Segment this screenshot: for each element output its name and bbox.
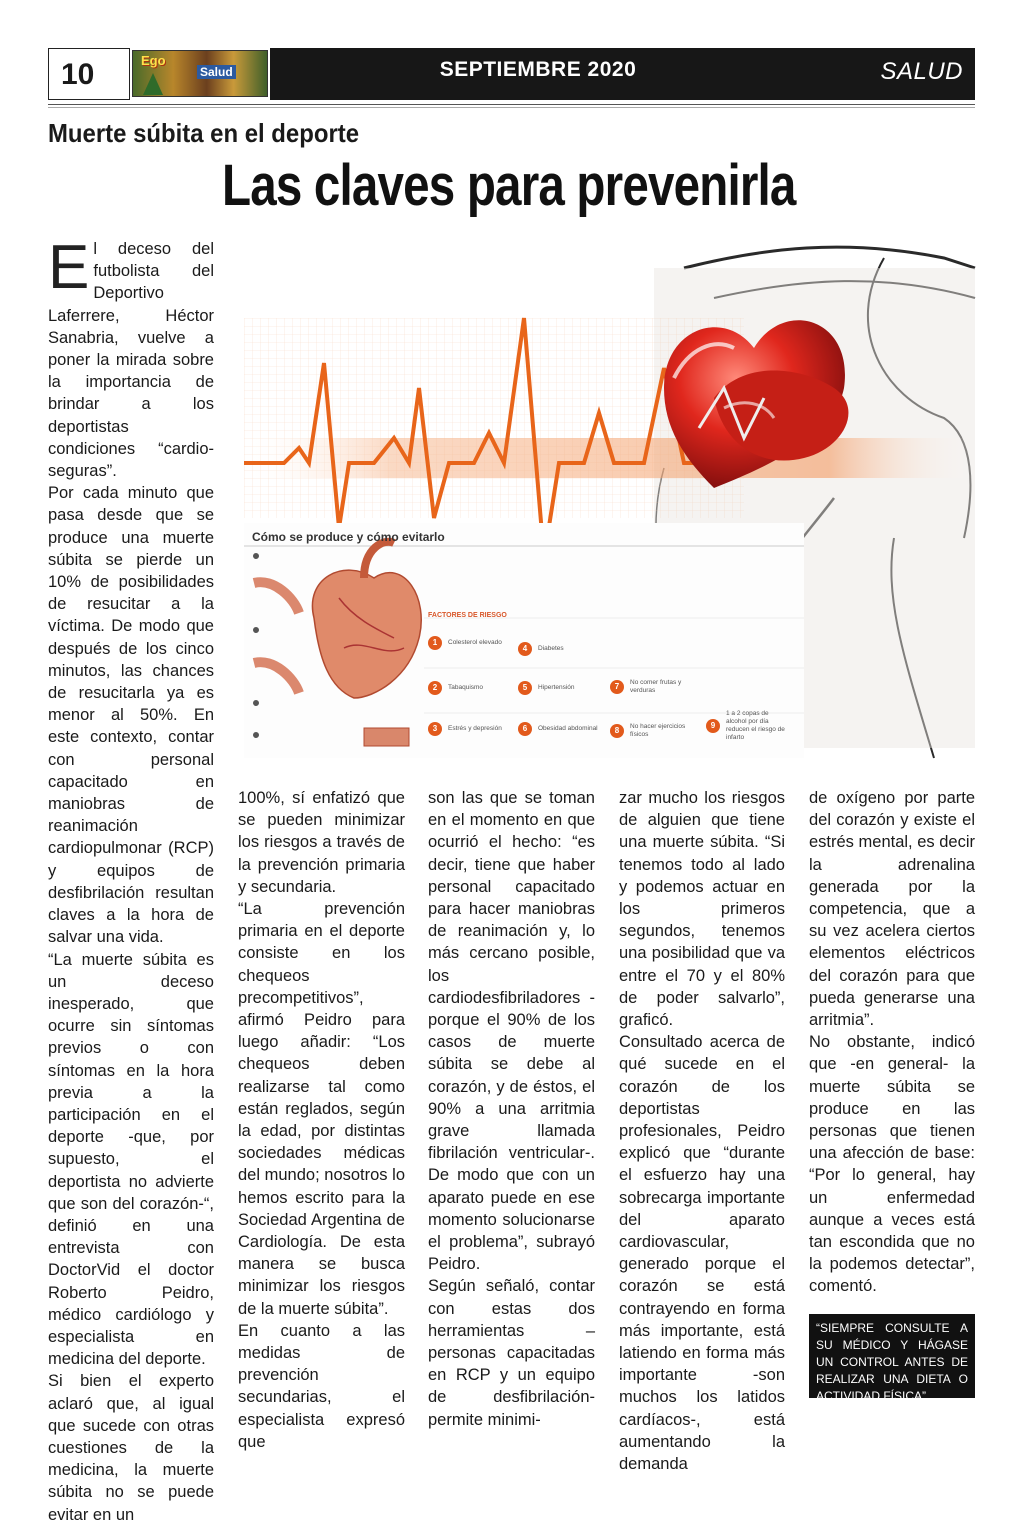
paragraph: Si bien el experto aclaró que, al igual que sucede con otras cuestiones de la medicina, la muerte súbita no se puede evitar en un <box>48 1372 214 1524</box>
risk-factor-item <box>706 710 786 742</box>
text-column-1 <box>48 233 214 1524</box>
text-column-5 <box>809 787 975 1296</box>
header-rule <box>48 104 975 108</box>
risk-label: 1 a 2 copas de alcohol por día reducen el riesgo de infarto <box>726 710 785 741</box>
publication-logo <box>132 50 268 97</box>
logo-text-ego: Ego <box>141 53 166 68</box>
paragraph: “La prevención primaria en el deporte consiste en los chequeos precompetitivos”, afirmó Peidro para luego añadir: “Los chequeos deben realizarse tal como están reglados, según la edad, por distintas sociedades médicas del mundo; nosotros lo hemos escrito para la Sociedad Argentina de Cardiología. De esta manera se busca minimizar los riesgos de la muerte súbita”. <box>238 900 405 1318</box>
article-kicker: Muerte súbita en el deporte <box>48 118 360 148</box>
risk-factors-title: FACTORES DE RIESGO <box>428 612 507 619</box>
page-header <box>48 48 975 100</box>
logo-text-salud: Salud <box>197 65 236 79</box>
risk-label: Colesterol elevado <box>448 639 502 646</box>
paragraph: de oxígeno por parte del corazón y existe el estrés mental, es decir la adrenalina generada por la competencia, que a su vez acelera ciertos elementos eléctricos del corazón para que pueda generarse una arritmia”. <box>809 789 975 1030</box>
risk-number: 7 <box>610 680 624 694</box>
risk-label: Hipertensión <box>538 684 575 691</box>
risk-factor-item <box>428 722 508 736</box>
risk-factor-item <box>610 679 690 695</box>
risk-label: No hacer ejercicios físicos <box>630 723 686 738</box>
risk-number: 1 <box>428 636 442 650</box>
risk-factor-item <box>428 636 508 650</box>
risk-label: Tabaquismo <box>448 684 484 691</box>
issue-date: SEPTIEMBRE 2020 <box>439 58 637 81</box>
paragraph: Por cada minuto que pasa desde que se produce una muerte súbita se pierde un 10% de posibilidades de resucitar a la víctima. De modo que después de los cinco minutos, las chances de resucitarla ya es menor al 50%. En este contexto, contar con personal capacitado en maniobras de reanimación cardiopulmonar (RCP) y equipos de desfibrilación resultan claves a la hora de salvar una vida. <box>48 484 214 947</box>
risk-factor-item <box>518 681 598 695</box>
paragraph: “La muerte súbita es un deceso inesperado, que ocurre sin síntomas previos o con síntomas en la hora previa a la participación en el deporte -que, por supuesto, el deportista no advierte que son del corazón-“, definió en una entrevista con DoctorVid el doctor Roberto Peidro, médico cardiólogo y especialista en medicina del deporte. <box>48 950 214 1369</box>
risk-label: No comer frutas y verduras <box>630 679 682 694</box>
paragraph: En cuanto a las medidas de prevención secundarias, el especialista expresó que <box>238 1321 405 1451</box>
text-column-3 <box>428 787 595 1429</box>
paragraph: Según señaló, contar con estas dos herramientas –personas capacitadas en RCP y un equipo de desfibrilación- permite minimi- <box>428 1277 595 1429</box>
risk-factor-item <box>518 722 598 736</box>
risk-number: 4 <box>518 642 532 656</box>
header-bar <box>270 48 975 100</box>
text-column-4 <box>619 787 785 1474</box>
risk-factor-item <box>428 681 508 695</box>
text-column-2 <box>238 787 405 1451</box>
risk-number: 3 <box>428 722 442 736</box>
paragraph: 100%, sí enfatizó que se pueden minimizar los riesgos a través de la prevención primaria y secundaria. <box>238 789 405 896</box>
risk-factor-item <box>610 723 690 739</box>
paragraph: son las que se toman en el momento en que ocurrió el hecho: “es decir, tiene que haber personal capacitado para hacer maniobras de reanimación y, lo más cercano posible, los cardiodesfibriladores -porque el 90% de los casos de muerte súbita se debe al corazón, y de éstos, el 90% a una arritmia grave llamada fibrilación ventricular-. De modo que con un aparato puede en ese momento solucionarse el problema”, subrayó Peidro. <box>428 789 595 1274</box>
page-number: 10 <box>48 48 130 100</box>
drop-cap: E <box>48 233 90 302</box>
tree-icon <box>143 73 163 95</box>
risk-label: Estrés y depresión <box>448 725 502 732</box>
risk-number: 5 <box>518 681 532 695</box>
risk-number: 2 <box>428 681 442 695</box>
risk-label: Diabetes <box>538 645 564 652</box>
article-headline: Las claves para prevenirla <box>222 153 796 218</box>
risk-label: Obesidad abdominal <box>538 725 598 732</box>
paragraph: Consultado acerca de qué sucede en el corazón de los deportistas profesionales, Peidro explicó que “durante el esfuerzo hay una sobrecarga importante del aparato cardiovascular, generado porque el corazón se está contrayendo en forma más importante, está latiendo en forma más importante -son muchos los latidos cardíacos-, está aumentando la demanda <box>619 1033 785 1474</box>
risk-number: 9 <box>706 719 720 733</box>
risk-number: 8 <box>610 724 624 738</box>
section-name: SALUD <box>880 58 963 85</box>
paragraph: l deceso del futbolista del Deportivo Laferrere, Héctor Sanabria, vuelve a poner la mirada sobre la importancia de brindar a los deportistas condiciones “cardio-seguras”. <box>48 240 214 481</box>
pull-quote-box: “SIEMPRE CONSULTE A SU MÉDICO Y HÁGASE UN CONTROL ANTES DE REALIZAR UNA DIETA O ACTIVIDAD FÍSICA” <box>809 1314 975 1398</box>
paragraph: No obstante, indicó que -en general- la muerte súbita se produce en las personas que tienen una afección de base: “Por lo general, hay un enfermedad aunque a veces está tan escondida que no la podemos detectar”, comentó. <box>809 1033 975 1296</box>
infographic-title: Cómo se produce y cómo evitarlo <box>252 530 445 544</box>
risk-number: 6 <box>518 722 532 736</box>
article-illustration <box>244 238 975 758</box>
risk-factor-item <box>518 642 598 656</box>
paragraph: zar mucho los riesgos de alguien que tiene una muerte súbita. “Si tenemos todo al lado y podemos actuar en los primeros segundos, tenemos una posibilidad que va entre el 70 y el 80% de poder salvarlo”, graficó. <box>619 789 785 1030</box>
